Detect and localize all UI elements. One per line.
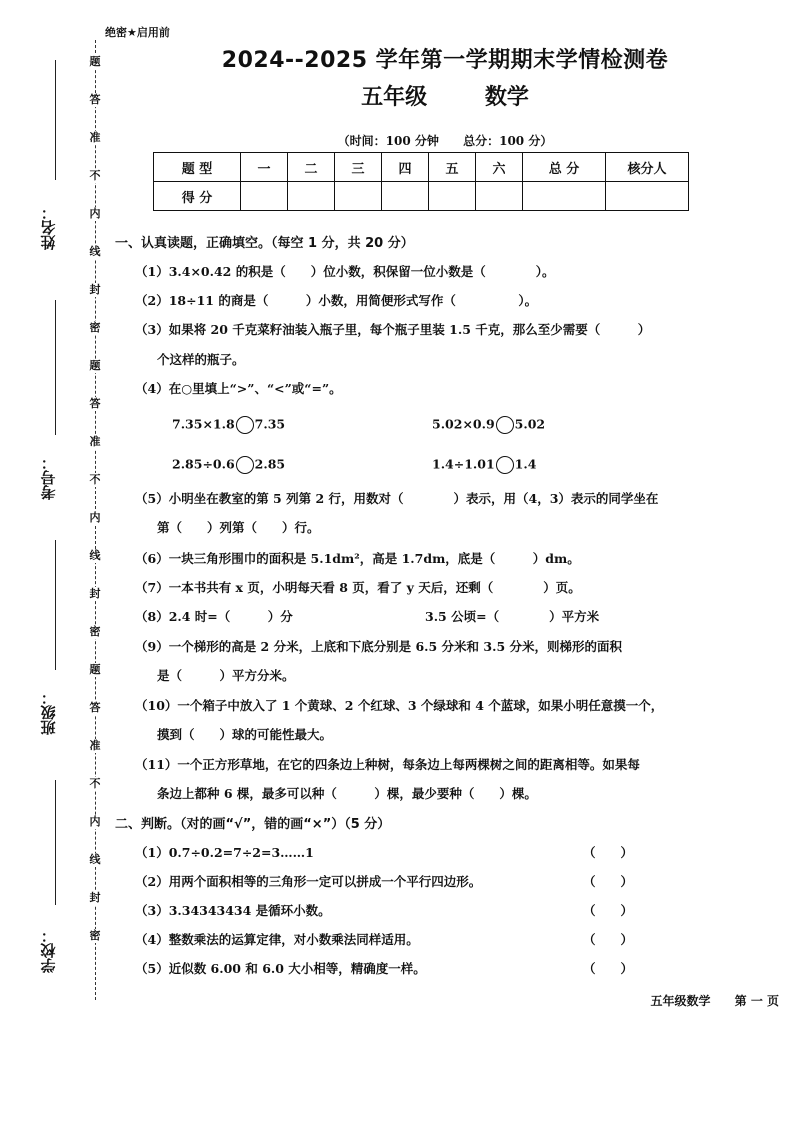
score-cell[interactable] (523, 182, 606, 211)
judge-4-answer[interactable]: （ ） (583, 932, 634, 947)
compare-circle[interactable] (236, 456, 254, 474)
score-table-header: 二 (288, 153, 335, 182)
question-4: （4）在○里填上“>”、“<”或“=”。 (135, 381, 342, 396)
question-6: （6）一块三角形围巾的面积是 5.1dm²，高是 1.7dm，底是（ ）dm。 (135, 551, 580, 566)
binding-char: 内 (89, 815, 101, 828)
page-footer (630, 992, 779, 1009)
name-label: 姓名： (39, 205, 58, 250)
binding-char: 封 (89, 283, 101, 296)
score-table-header-row (154, 153, 689, 182)
total-label: 总分：100 分） (463, 134, 553, 148)
question-5-cont: 第（ ）列第（ ）行。 (157, 520, 320, 535)
compare-3-left: 2.85÷0.6 (172, 456, 235, 472)
binding-char: 答 (89, 397, 101, 410)
question-8b: 3.5 公顷=（ ）平方米 (425, 609, 600, 624)
score-table-header: 三 (335, 153, 382, 182)
secret-label: 绝密★启用前 (105, 26, 170, 39)
judge-1-answer[interactable]: （ ） (583, 845, 634, 860)
compare-circle[interactable] (496, 456, 514, 474)
page-title: 2024--2025 学年第一学期期末学情检测卷 (221, 48, 669, 73)
binding-char: 封 (89, 891, 101, 904)
school-line (55, 780, 56, 905)
score-table-header: 题 型 (154, 153, 241, 182)
footer-page-number: 第 一 页 (734, 994, 779, 1008)
score-table-header: 核分人 (606, 153, 689, 182)
binding-char: 线 (89, 549, 101, 562)
compare-4 (432, 456, 536, 474)
judge-1: （1）0.7÷0.2=7÷2=3……1 (135, 845, 314, 860)
section2-heading: 二、判断。（对的画“√”，错的画“×”）（5 分） (115, 817, 391, 832)
judge-5-answer[interactable]: （ ） (583, 961, 634, 976)
class-label: 班级： (39, 690, 58, 735)
question-3-cont: 个这样的瓶子。 (157, 352, 245, 367)
question-9-cont: 是（ ）平方分米。 (157, 668, 295, 683)
question-7: （7）一本书共有 x 页，小明每天看 8 页，看了 y 天后，还剩（ ）页。 (135, 580, 581, 595)
question-10: （10）一个箱子中放入了 1 个黄球、2 个红球、3 个绿球和 4 个蓝球，如果小明任意摸一个， (135, 698, 664, 713)
exam-no-label: 考号： (39, 455, 58, 500)
binding-char: 不 (89, 473, 101, 486)
binding-char: 封 (89, 587, 101, 600)
compare-2 (432, 416, 545, 434)
binding-char: 线 (89, 245, 101, 258)
question-3: （3）如果将 20 千克菜籽油装入瓶子里，每个瓶子里装 1.5 千克，那么至少需要（ ） (135, 322, 651, 337)
score-cell[interactable] (429, 182, 476, 211)
binding-char: 密 (89, 321, 101, 334)
compare-1 (172, 416, 285, 434)
binding-char: 答 (89, 701, 101, 714)
binding-char: 准 (89, 435, 101, 448)
score-cell[interactable] (241, 182, 288, 211)
judge-3-answer[interactable]: （ ） (583, 903, 634, 918)
score-table-header: 五 (429, 153, 476, 182)
section1-heading: 一、认真读题，正确填空。（每空 1 分，共 20 分） (115, 236, 414, 251)
binding-char: 密 (89, 625, 101, 638)
grade-label: 五年级 (361, 85, 428, 110)
name-line (55, 60, 56, 180)
score-table-score-row (154, 182, 689, 211)
exam-no-line (55, 300, 56, 435)
binding-char: 不 (89, 777, 101, 790)
binding-char: 线 (89, 853, 101, 866)
question-8a: （8）2.4 时=（ ）分 (135, 609, 293, 624)
binding-char: 题 (89, 359, 101, 372)
score-cell[interactable] (606, 182, 689, 211)
binding-char: 答 (89, 93, 101, 106)
subject-label: 数学 (484, 85, 529, 110)
compare-3-right: 2.85 (254, 456, 286, 472)
binding-char: 题 (89, 55, 101, 68)
question-2: （2）18÷11 的商是（ ）小数，用简便形式写作（ ）。 (135, 293, 538, 308)
judge-4: （4）整数乘法的运算定律，对小数乘法同样适用。 (135, 932, 419, 947)
binding-char: 内 (89, 511, 101, 524)
compare-1-left: 7.35×1.8 (172, 416, 235, 432)
question-1: （1）3.4×0.42 的积是（ ）位小数，积保留一位小数是（ ）。 (135, 264, 555, 279)
subtitle (100, 80, 790, 111)
score-cell[interactable] (288, 182, 335, 211)
score-table-header: 一 (241, 153, 288, 182)
score-cell[interactable] (335, 182, 382, 211)
compare-3 (172, 456, 285, 474)
binding-char: 准 (89, 131, 101, 144)
school-label: 学校： (39, 928, 58, 973)
compare-1-right: 7.35 (254, 416, 286, 432)
score-table-header: 六 (476, 153, 523, 182)
judge-2: （2）用两个面积相等的三角形一定可以拼成一个平行四边形。 (135, 874, 482, 889)
judge-3: （3）3.34343434 是循环小数。 (135, 903, 331, 918)
compare-circle[interactable] (236, 416, 254, 434)
question-9: （9）一个梯形的高是 2 分米，上底和下底分别是 6.5 分米和 3.5 分米，则梯形的面积 (135, 639, 623, 654)
binding-char: 密 (89, 929, 101, 942)
score-table-header: 总 分 (523, 153, 606, 182)
binding-char: 题 (89, 663, 101, 676)
score-table-header: 四 (382, 153, 429, 182)
judge-2-answer[interactable]: （ ） (583, 874, 634, 889)
score-row-label: 得 分 (154, 182, 241, 211)
question-11: （11）一个正方形草地，在它的四条边上种树，每条边上每两棵树之间的距离相等。如果每 (135, 757, 640, 772)
footer-subject: 五年级数学 (650, 994, 711, 1008)
time-label: （时间：100 分钟 (337, 134, 439, 148)
score-cell[interactable] (382, 182, 429, 211)
exam-meta (100, 132, 790, 149)
binding-char: 不 (89, 169, 101, 182)
compare-4-right: 1.4 (514, 456, 537, 472)
judge-5: （5）近似数 6.00 和 6.0 大小相等，精确度一样。 (135, 961, 426, 976)
compare-4-left: 1.4÷1.01 (432, 456, 495, 472)
compare-2-right: 5.02 (514, 416, 546, 432)
binding-char: 准 (89, 739, 101, 752)
compare-circle[interactable] (496, 416, 514, 434)
question-5: （5）小明坐在教室的第 5 列第 2 行，用数对（ ）表示，用（4，3）表示的同学坐在 (135, 491, 659, 506)
binding-char: 内 (89, 207, 101, 220)
score-cell[interactable] (476, 182, 523, 211)
question-10-cont: 摸到（ ）球的可能性最大。 (157, 727, 333, 742)
class-line (55, 540, 56, 670)
compare-2-left: 5.02×0.9 (432, 416, 495, 432)
question-11-cont: 条边上都种 6 棵，最多可以种（ ）棵，最少要种（ ）棵。 (157, 786, 537, 801)
score-table (153, 152, 689, 211)
